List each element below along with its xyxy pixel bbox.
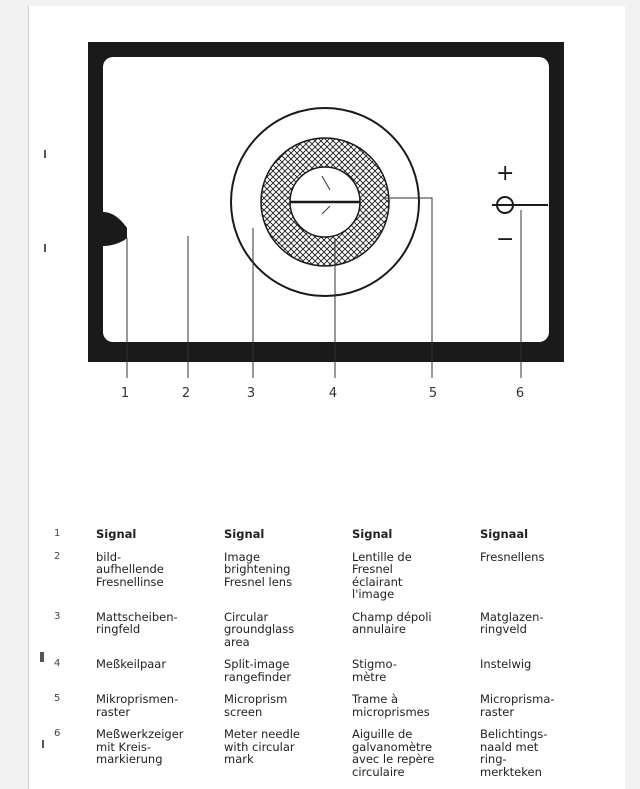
legend-dutch: Microprisma- raster <box>480 692 555 719</box>
callout-6: 6 <box>515 386 525 401</box>
callout-3: 3 <box>246 386 256 401</box>
legend-english: Meter needle with circular mark <box>224 727 300 766</box>
legend-french: Trame à microprismes <box>352 692 430 719</box>
legend-english: Microprism screen <box>224 692 288 719</box>
legend-number: 5 <box>54 693 61 704</box>
legend-table <box>44 528 608 788</box>
legend-number: 4 <box>54 658 61 669</box>
legend-french: Signal <box>352 527 393 541</box>
plus-mark: + <box>496 161 515 186</box>
legend-row <box>44 658 608 693</box>
callout-2: 2 <box>181 386 191 401</box>
legend-row <box>44 528 608 551</box>
legend-dutch: Matglazen- ringveld <box>480 609 544 636</box>
legend-english: Signal <box>224 527 265 541</box>
legend-row <box>44 611 608 659</box>
legend-french: Champ dépoli annulaire <box>352 609 432 636</box>
legend-number: 2 <box>54 550 61 562</box>
legend-german: Meßkeilpaar <box>96 657 167 671</box>
legend-dutch: Instelwig <box>480 657 532 671</box>
legend-english: Image brightening Fresnel lens <box>224 549 293 589</box>
legend-french: Lentille de Fresnel éclairant l'image <box>352 549 412 601</box>
legend-german: Meßwerkzeiger mit Kreis- markierung <box>96 727 184 766</box>
callout-5: 5 <box>428 386 438 401</box>
legend-row <box>44 693 608 728</box>
legend-dutch: Signaal <box>480 527 529 541</box>
legend-french: Stigmo- mètre <box>352 657 397 684</box>
callout-1: 1 <box>120 386 130 401</box>
legend-dutch: Belichtings- naald met ring- merkteken <box>480 727 548 779</box>
legend-german: Signal <box>96 527 137 541</box>
legend-french: Aiguille de galvanomètre avec le repère circulaire <box>352 727 435 779</box>
legend-number: 1 <box>54 528 61 539</box>
minus-mark: − <box>496 227 515 252</box>
legend-row <box>44 551 608 611</box>
legend-dutch: Fresnellens <box>480 549 545 564</box>
legend-german: bild- aufhellende Fresnellinse <box>96 549 164 589</box>
legend-german: Mikroprismen- raster <box>96 692 179 719</box>
callout-4: 4 <box>328 386 338 401</box>
legend-number: 6 <box>54 728 61 739</box>
legend-german: Mattscheiben- ringfeld <box>96 609 178 636</box>
legend-english: Split-image rangefinder <box>224 657 292 684</box>
legend-english: Circular groundglass area <box>224 609 295 649</box>
legend-row <box>44 728 608 788</box>
legend-number: 3 <box>54 610 61 622</box>
